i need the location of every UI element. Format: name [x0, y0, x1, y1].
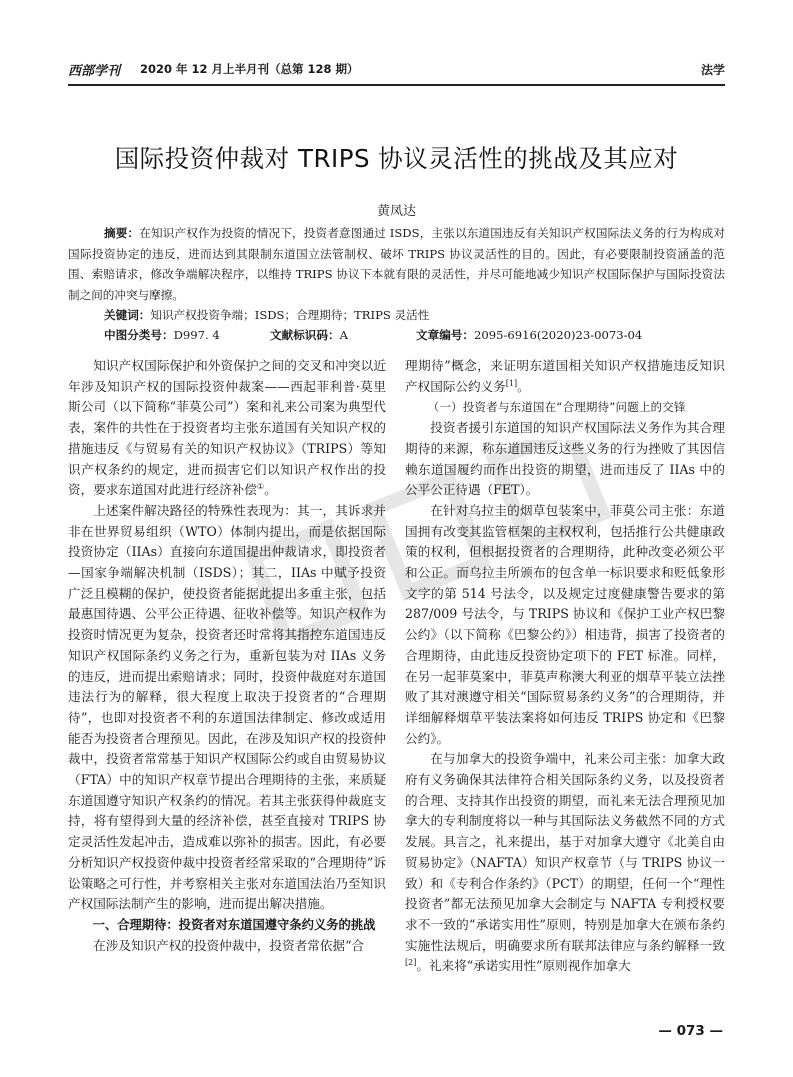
- subsection-heading: （一）投资者与东道国在“合理期待”问题上的交锋: [427, 400, 686, 415]
- intro-text: 知识产权国际保护和外资保护之间的交叉和冲突以近年涉及知识产权的国际投资仲裁案——西起菲利普·莫里斯公司（以下简称“菲莫公司”）案和礼来公司案为典型代表，案件的共性在于投资者均主张东道国有关知识产权的措施违反《与贸易有关的知识产权协议》（TRIPS）等知识产权条约的规定，进而损害它们以知识产权作出的投资，要求东道国对此进行经济补偿: [68, 358, 386, 498]
- footnote-marker: ①: [256, 482, 265, 492]
- article-title: 国际投资仲裁对 TRIPS 协议灵活性的挑战及其应对: [114, 144, 679, 173]
- clc-label: 中图分类号：: [104, 328, 174, 342]
- abstract-label: 摘要：: [104, 226, 140, 240]
- reference-marker: [1]: [505, 378, 518, 388]
- journal-issue: 2020 年 12 月上半月刊（总第 128 期）: [140, 62, 359, 76]
- journal-name: 西部学刊: [68, 64, 121, 79]
- doc-code-field: [270, 325, 348, 345]
- running-header: [68, 60, 725, 82]
- intro-end: 。: [264, 482, 277, 498]
- body-text-end: 。礼来将“承诺实用性”原则视作加拿大: [416, 958, 631, 974]
- intro-paragraph: [68, 356, 386, 501]
- body-paragraph: 上述案件解决路径的特殊性表现为：其一，其诉求并非在世界贸易组织（WTO）体制内提出，而是依据国际投资协定（IIAs）直接向东道国提出仲裁请求，即投资者—国家争端解决机制（ISDS）；其二，IIAs 中赋予投资广泛且模糊的保护，使投资者能据此提出多重主张，包括最惠国待遇、公平公正待遇、征收补偿等。知识产权作为投资时情况更为复杂，投资者还时常将其指控东道国违反知识产权国际条约义务之行为，重新包装为对 IIAs 义务的违反，进而提出索赔请求；同时，投资仲裁庭对东道国违法行为的解释，很大程度上取决于投资者的“合理期待”，也即对投资者不利的东道国法律制定、修改或适用能否为投资者合理预见。因此，在涉及知识产权的投资仲裁中，投资者常常基于知识产权国际公约或自由贸易协议（FTA）中的知识产权章节提出合理期待的主张，来质疑东道国遵守知识产权条约的情况。若其主张获得仲裁庭支持，将有望得到大量的经济补偿，甚至直接对 TRIPS 协定灵活性发起冲击，造成难以弥补的损害。因此，有必要分析知识产权投资仲裁中投资者经常采取的“合理期待”诉讼策略之可行性，并考察相关主张对东道国法治乃至知识产权国际法制产生的影响，进而提出解决措施。: [68, 502, 386, 912]
- body-text: 在与加拿大的投资争端中，礼来公司主张：加拿大政府有义务确保其法律符合相关国际条约义务，以及投资者的合理、支持其作出投资的期望，而礼来无法合理预见加拿大的专利制度将以一种与其国际法义务截然不同的方式发展。具言之，礼来提出，基于对加拿大遵守《北美自由贸易协定》（NAFTA）知识产权章节（与 TRIPS 协议一致）和《专利合作条约》（PCT）的期望，任何一个“理性投资者”都无法预见加拿大会制定与 NAFTA 专利授权要求不一致的“承诺实用性”原则，特别是加拿大在颁布条约实施性法规后，明确要求所有联邦法律应与条约解释一致: [405, 751, 725, 953]
- keywords-text: 知识产权投资争端；ISDS；合理期待；TRIPS 灵活性: [150, 308, 430, 322]
- continued-paragraph: [405, 356, 725, 397]
- doc-code-label: 文献标识码：: [270, 328, 340, 342]
- reference-marker: [2]: [405, 958, 417, 968]
- section-heading: 一、合理期待：投资者对东道国遵守条约义务的挑战: [92, 917, 376, 932]
- abstract: [68, 223, 725, 305]
- article-id-label: 文章编号：: [416, 328, 474, 342]
- body-paragraph: 在涉及知识产权的投资仲裁中，投资者常依据“合: [93, 937, 365, 953]
- body-paragraph: [405, 749, 725, 977]
- keywords: [104, 305, 429, 325]
- clc-value: D997. 4: [173, 328, 220, 342]
- body-paragraph: 在针对乌拉圭的烟草包装案中，菲莫公司主张：东道国拥有改变其监管框架的主权权利，包括推行公共健康政策的权利，但根据投资者的合理期待，此种改变必须公平和公正。而乌拉圭所颁布的包含单一标识要求和贬低象形文字的第 514 号法令，以及规定过度健康警告要求的第 287/009 号法令，与 TRIPS 协议和《保护工业产权巴黎公约》（以下简称《巴黎公约》）相违背，损害了投资者的合理期待，由此违反投资协定项下的 FET 标准。同样，在另一起菲莫案中，菲莫声称澳大利亚的烟草平装立法挫败了其对澳遵守相关“国际贸易条约义务”的合理期待，并详细解释烟草平装法案将如何违反 TRIPS 协定和《巴黎公约》。: [405, 502, 725, 746]
- header-rule: [68, 84, 725, 86]
- continued-end: 。: [517, 378, 530, 394]
- page-number: — 073 —: [658, 1023, 723, 1039]
- clc-field: [104, 325, 220, 345]
- article-id-value: 2095-6916(2020)23-0073-04: [473, 328, 643, 342]
- continued-text: 理期待”概念，来证明东道国相关知识产权措施违反知识产权国际公约义务: [405, 358, 725, 394]
- article-id-field: [416, 325, 642, 345]
- left-column: [68, 356, 386, 956]
- body-paragraph: 投资者援引东道国的知识产权国际法义务作为其合理期待的来源，称东道国违反这些义务的行为挫败了其因信赖东道国履约而作出投资的期望，进而违反了 IIAs 中的公平公正待遇（FET）。: [405, 420, 725, 498]
- section-label: 法学: [700, 63, 725, 77]
- right-column: [405, 356, 725, 977]
- doc-code-value: A: [339, 328, 348, 342]
- article-author: 黄凤达: [376, 204, 416, 219]
- abstract-text: 在知识产权作为投资的情况下，投资者意图通过 ISDS，主张以东道国违反有关知识产权国际法义务的行为构成对国际投资协定的违反，进而达到其限制东道国立法管制权、破坏 TRIPS 协议灵活性的目的。因此，有必要限制投资涵盖的范围、索赔请求，修改争端解决程序，以维持 TRIPS 协议下本就有限的灵活性，并尽可能地减少知识产权国际保护与国际投资法制之间的冲突与摩擦。: [68, 226, 725, 302]
- keywords-label: 关键词：: [104, 308, 151, 322]
